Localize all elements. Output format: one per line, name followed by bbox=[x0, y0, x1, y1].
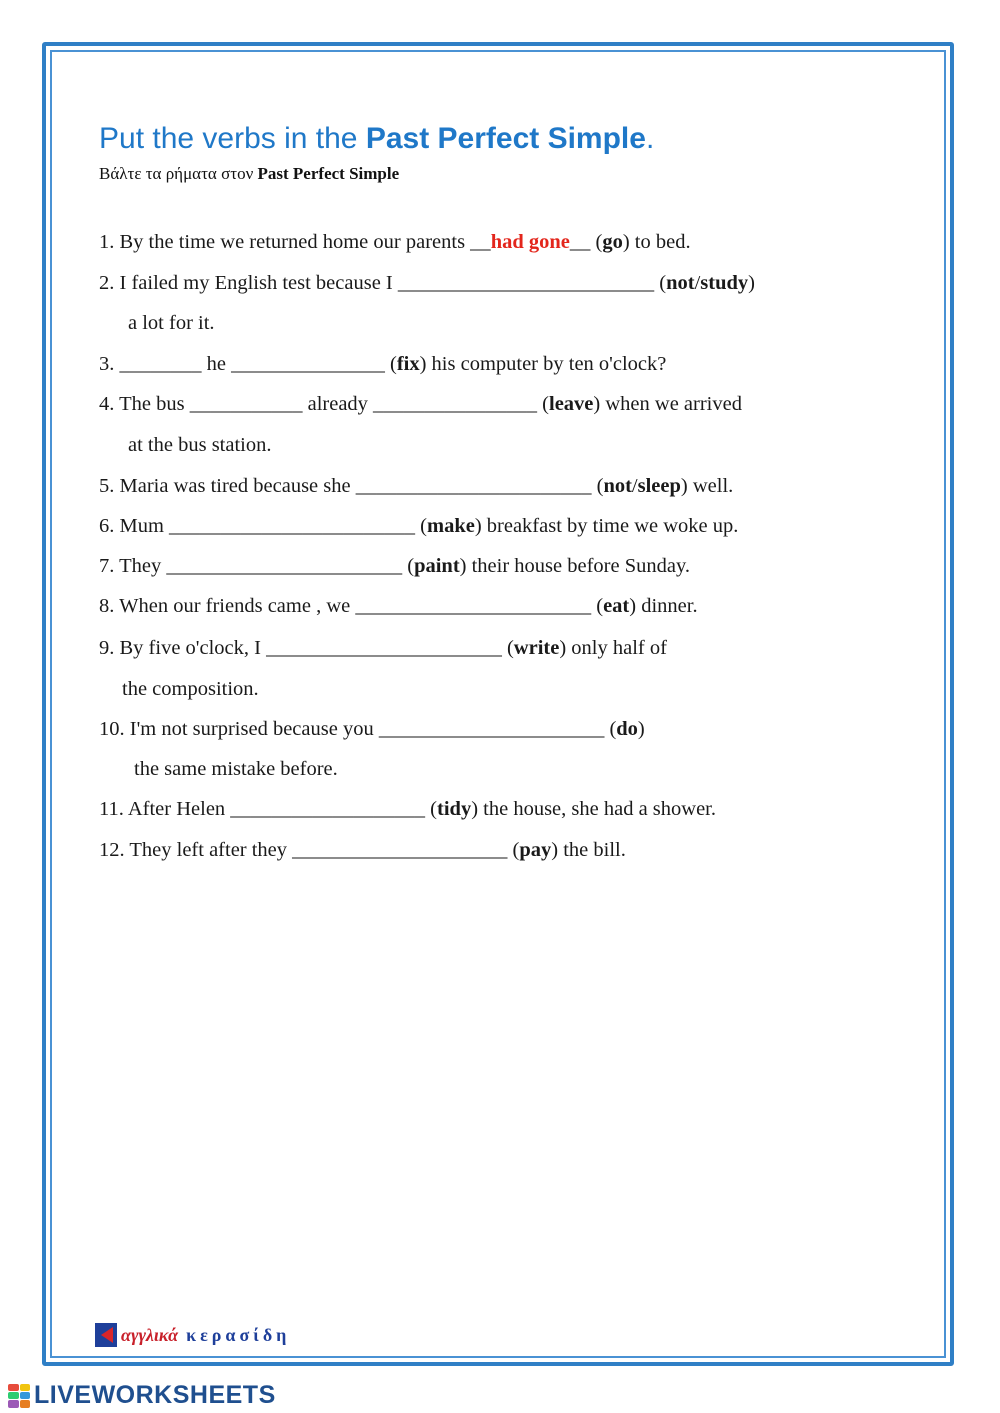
liveworksheets-logo-icon bbox=[8, 1384, 30, 1408]
exercise-line-4-cont: at the bus station. bbox=[128, 434, 272, 456]
exercise-line-3: 3. ________ he _______________ (fix) his computer by ten o'clock? bbox=[99, 353, 667, 375]
worksheet-subtitle: Βάλτε τα ρήματα στον Past Perfect Simple bbox=[99, 164, 400, 183]
exercise-line-12: 12. They left after they _____________________ (pay) the bill. bbox=[99, 839, 626, 861]
example-answer: had gone bbox=[490, 231, 570, 253]
exercise-line-8: 8. When our friends came , we _______________________ (eat) dinner. bbox=[99, 595, 698, 617]
exercise-line-4: 4. The bus ___________ already ________________ (leave) when we arrived bbox=[99, 393, 742, 415]
exercise-line-11: 11. After Helen ___________________ (tidy) the house, she had a shower. bbox=[99, 798, 717, 820]
exercise-line-10-cont: the same mistake before. bbox=[134, 758, 338, 780]
exercise-line-10: 10. I'm not surprised because you ______________________ (do) bbox=[99, 718, 645, 740]
exercise-line-9: 9. By five o'clock, I _______________________ (write) only half of bbox=[99, 637, 667, 659]
publisher-logo: αγγλικά κερασίδη bbox=[95, 1323, 290, 1347]
exercise-line-7: 7. They _______________________ (paint) their house before Sunday. bbox=[99, 555, 691, 577]
liveworksheets-brand[interactable]: LIVEWORKSHEETS bbox=[8, 1381, 276, 1410]
exercise-line-5: 5. Maria was tired because she _______________________ (not/sleep) well. bbox=[99, 475, 734, 497]
exercise-line-2: 2. I failed my English test because I _________________________ (not/study) bbox=[99, 272, 755, 294]
exercise-line-2-cont: a lot for it. bbox=[128, 312, 215, 334]
exercise-line-6: 6. Mum ________________________ (make) breakfast by time we woke up. bbox=[99, 515, 739, 537]
exercise-line-1: 1. By the time we returned home our parents __had gone__ (go) to bed. bbox=[99, 231, 691, 253]
worksheet-title: Put the verbs in the Past Perfect Simple. bbox=[99, 122, 655, 155]
exercise-line-9-cont: the composition. bbox=[122, 678, 259, 700]
logo-mark-icon bbox=[95, 1323, 117, 1347]
